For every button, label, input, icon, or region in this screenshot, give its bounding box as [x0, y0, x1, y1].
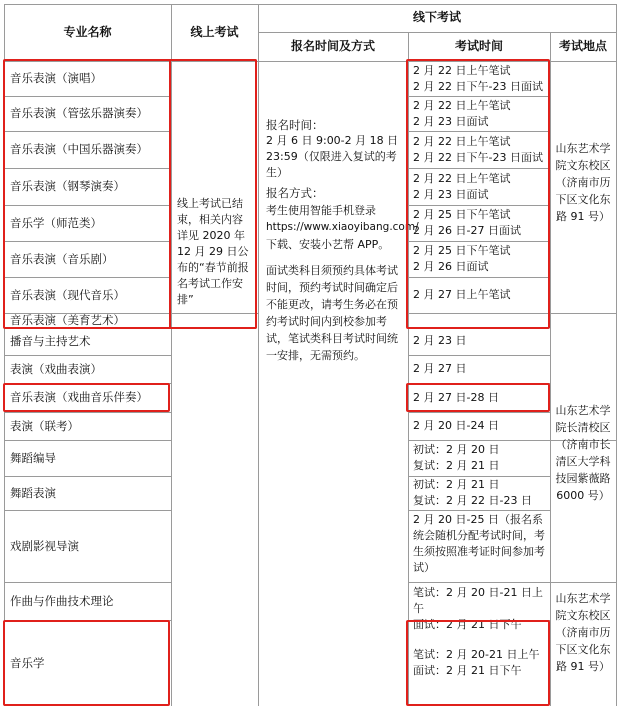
major-name: 戏剧影视导演	[10, 539, 79, 553]
grid-line	[408, 355, 550, 356]
grid-line	[616, 4, 617, 706]
grid-line	[408, 582, 550, 583]
highlight-box	[169, 59, 257, 329]
exam-place: 山东艺术学院文东校区（济南市历下区文化东路 91 号）	[555, 142, 611, 223]
grid-line	[258, 4, 259, 706]
grid-line	[4, 412, 171, 413]
grid-line	[550, 313, 616, 314]
major-name: 表演（联考）	[10, 419, 79, 433]
grid-line	[4, 4, 616, 5]
exam-time-cell: 2 月 20 日-24 日	[413, 419, 499, 432]
major-name: 音乐表演（中国乐器演奏）	[10, 142, 148, 156]
registration-method-label: 报名方式：	[266, 186, 324, 200]
grid-line	[550, 32, 551, 706]
major-name: 音乐表演（钢琴演奏）	[10, 179, 125, 193]
major-name: 作曲与作曲技术理论	[10, 594, 114, 608]
header-exam-time: 考试时间	[454, 39, 503, 53]
major-name: 音乐表演（戏曲音乐伴奏）	[10, 390, 148, 404]
grid-line	[4, 582, 171, 583]
grid-line	[258, 32, 616, 33]
major-name: 表演（戏曲表演）	[10, 362, 102, 376]
exam-time-cell: 笔试：2 月 20 日-21 日上午 面试：2 月 21 日下午	[413, 586, 543, 631]
exam-time-cell: 笔试：2 月 20-21 日上午 面试：2 月 21 日下午	[413, 648, 540, 677]
registration-time-value: 2 月 6 日 9:00-2 月 18 日 23:59（仅限进入复试的考生）	[266, 134, 399, 179]
highlight-box	[3, 620, 170, 706]
online-note: 线上考试已结束，相关内容详见 2020 年 12 月 29 日公布的“春节前报名考试工作安排”	[177, 197, 249, 306]
header-online: 线上考试	[190, 25, 239, 39]
major-name: 音乐表演（音乐剧）	[10, 252, 114, 266]
registration-notice: 面试类科目须预约具体考试时间，预约考试时间确定后不能更改，请考生务必在预约考试时间内到校参加考试，笔试类科目考试时间统一安排，无需预约。	[266, 264, 398, 362]
header-offline: 线下考试	[412, 10, 461, 24]
grid-line	[408, 412, 550, 413]
header-reg-time-method: 报名时间及方式	[290, 39, 375, 53]
registration-method-line: 考生使用智能手机登录	[266, 204, 376, 217]
major-name: 音乐学（师范类）	[10, 216, 102, 230]
highlight-box	[406, 383, 550, 412]
exam-time-cell: 初试：2 月 20 日 复试：2 月 21 日	[413, 443, 500, 472]
registration-time-label: 报名时间：	[266, 118, 324, 132]
major-name: 舞蹈编导	[10, 451, 56, 465]
exam-time-cell: 2 月 20 日-25 日（报名系统会随机分配考试时间，考生须按照准考证时间参加考试）	[413, 513, 545, 574]
exam-place: 山东艺术学院长清校区（济南市长清区大学科技园紫薇路 6000 号）	[555, 404, 611, 502]
grid-line	[4, 440, 171, 441]
registration-method-url: https://www.xiaoyibang.com/	[266, 221, 419, 233]
major-name: 舞蹈表演	[10, 486, 56, 500]
major-name: 音乐表演（现代音乐）	[10, 288, 125, 302]
highlight-box	[406, 59, 550, 329]
grid-line	[550, 582, 616, 583]
exam-time-cell: 2 月 23 日	[413, 334, 467, 347]
major-name: 播音与主持艺术	[10, 334, 91, 348]
grid-line	[4, 476, 171, 477]
exam-time-cell: 2 月 27 日	[413, 362, 467, 375]
exam-time-cell: 2 月 22 日上午笔试 2 月 23 日面试	[413, 172, 511, 201]
grid-line	[408, 510, 550, 511]
exam-time-cell: 2 月 27 日上午笔试	[413, 288, 511, 301]
exam-time-cell: 2 月 25 日下午笔试 2 月 26 日-27 日面试	[413, 208, 521, 237]
major-name: 音乐表演（美育艺术）	[10, 313, 125, 327]
exam-time-cell: 2 月 22 日上午笔试 2 月 23 日面试	[413, 99, 511, 128]
highlight-box	[3, 383, 170, 412]
registration-method-line: 下载、安装小艺帮 APP。	[266, 238, 390, 251]
highlight-box	[406, 620, 550, 706]
major-name: 音乐表演（管弦乐器演奏）	[10, 106, 148, 120]
grid-line	[4, 355, 171, 356]
grid-line	[408, 440, 550, 441]
exam-place: 山东艺术学院文东校区（济南市历下区文化东路 91 号）	[555, 592, 611, 673]
major-name: 音乐学	[10, 656, 45, 670]
exam-time-cell: 2 月 22 日上午笔试 2 月 22 日下午-23 日面试	[413, 64, 543, 93]
exam-time-cell: 2 月 22 日上午笔试 2 月 22 日下午-23 日面试	[413, 135, 543, 164]
exam-time-cell: 初试：2 月 21 日 复试：2 月 22 日-23 日	[413, 478, 532, 507]
grid-line	[4, 510, 171, 511]
exam-time-cell: 2 月 25 日下午笔试 2 月 26 日面试	[413, 244, 511, 273]
exam-time-cell: 2 月 27 日-28 日	[413, 391, 499, 404]
major-name: 音乐表演（演唱）	[10, 71, 102, 85]
header-major: 专业名称	[63, 25, 112, 39]
header-exam-place: 考试地点	[558, 39, 607, 53]
